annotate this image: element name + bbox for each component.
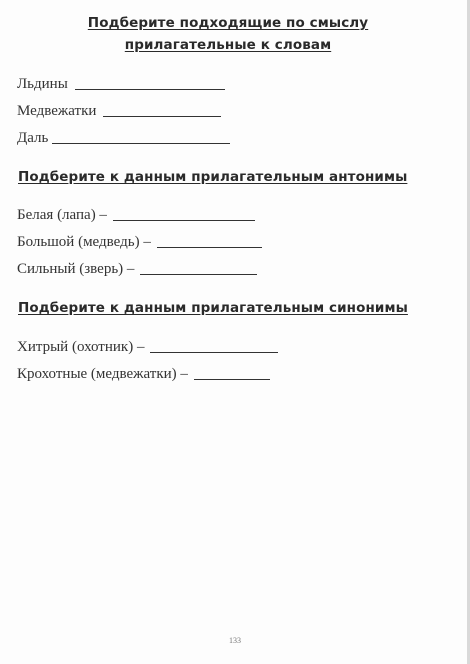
section1-title-line2: прилагательные к словам bbox=[124, 37, 332, 53]
item-label: Медвежатки bbox=[17, 103, 97, 119]
answer-blank[interactable] bbox=[140, 273, 257, 275]
answer-blank[interactable] bbox=[150, 351, 278, 353]
section1-item-2 bbox=[17, 103, 221, 120]
item-label: Белая (лапа) – bbox=[17, 207, 107, 223]
answer-blank[interactable] bbox=[52, 142, 230, 144]
section3-item-2 bbox=[17, 366, 270, 383]
item-label: Большой (медведь) – bbox=[17, 234, 151, 250]
section1-item-1 bbox=[17, 76, 225, 93]
item-label: Хитрый (охотник) – bbox=[17, 339, 145, 355]
answer-blank[interactable] bbox=[194, 378, 270, 380]
answer-blank[interactable] bbox=[157, 246, 262, 248]
item-label: Крохотные (медвежатки) – bbox=[17, 366, 188, 382]
answer-blank[interactable] bbox=[103, 115, 221, 117]
section2-item-3 bbox=[17, 261, 257, 278]
answer-blank[interactable] bbox=[75, 88, 225, 90]
section2-item-2 bbox=[17, 234, 262, 251]
answer-blank[interactable] bbox=[113, 219, 255, 221]
item-label: Даль bbox=[17, 130, 49, 146]
section1-title-line1: Подберите подходящие по смыслу bbox=[87, 15, 369, 31]
section2-title: Подберите к данным прилагательным антонимы bbox=[18, 169, 408, 185]
section2-item-1 bbox=[17, 207, 255, 224]
section3-title: Подберите к данным прилагательным синонимы bbox=[18, 300, 408, 316]
item-label: Сильный (зверь) – bbox=[17, 261, 135, 277]
item-label: Льдины bbox=[17, 76, 68, 92]
page-number: 133 bbox=[229, 636, 241, 645]
section1-item-3 bbox=[17, 130, 230, 147]
section3-item-1 bbox=[17, 339, 278, 356]
